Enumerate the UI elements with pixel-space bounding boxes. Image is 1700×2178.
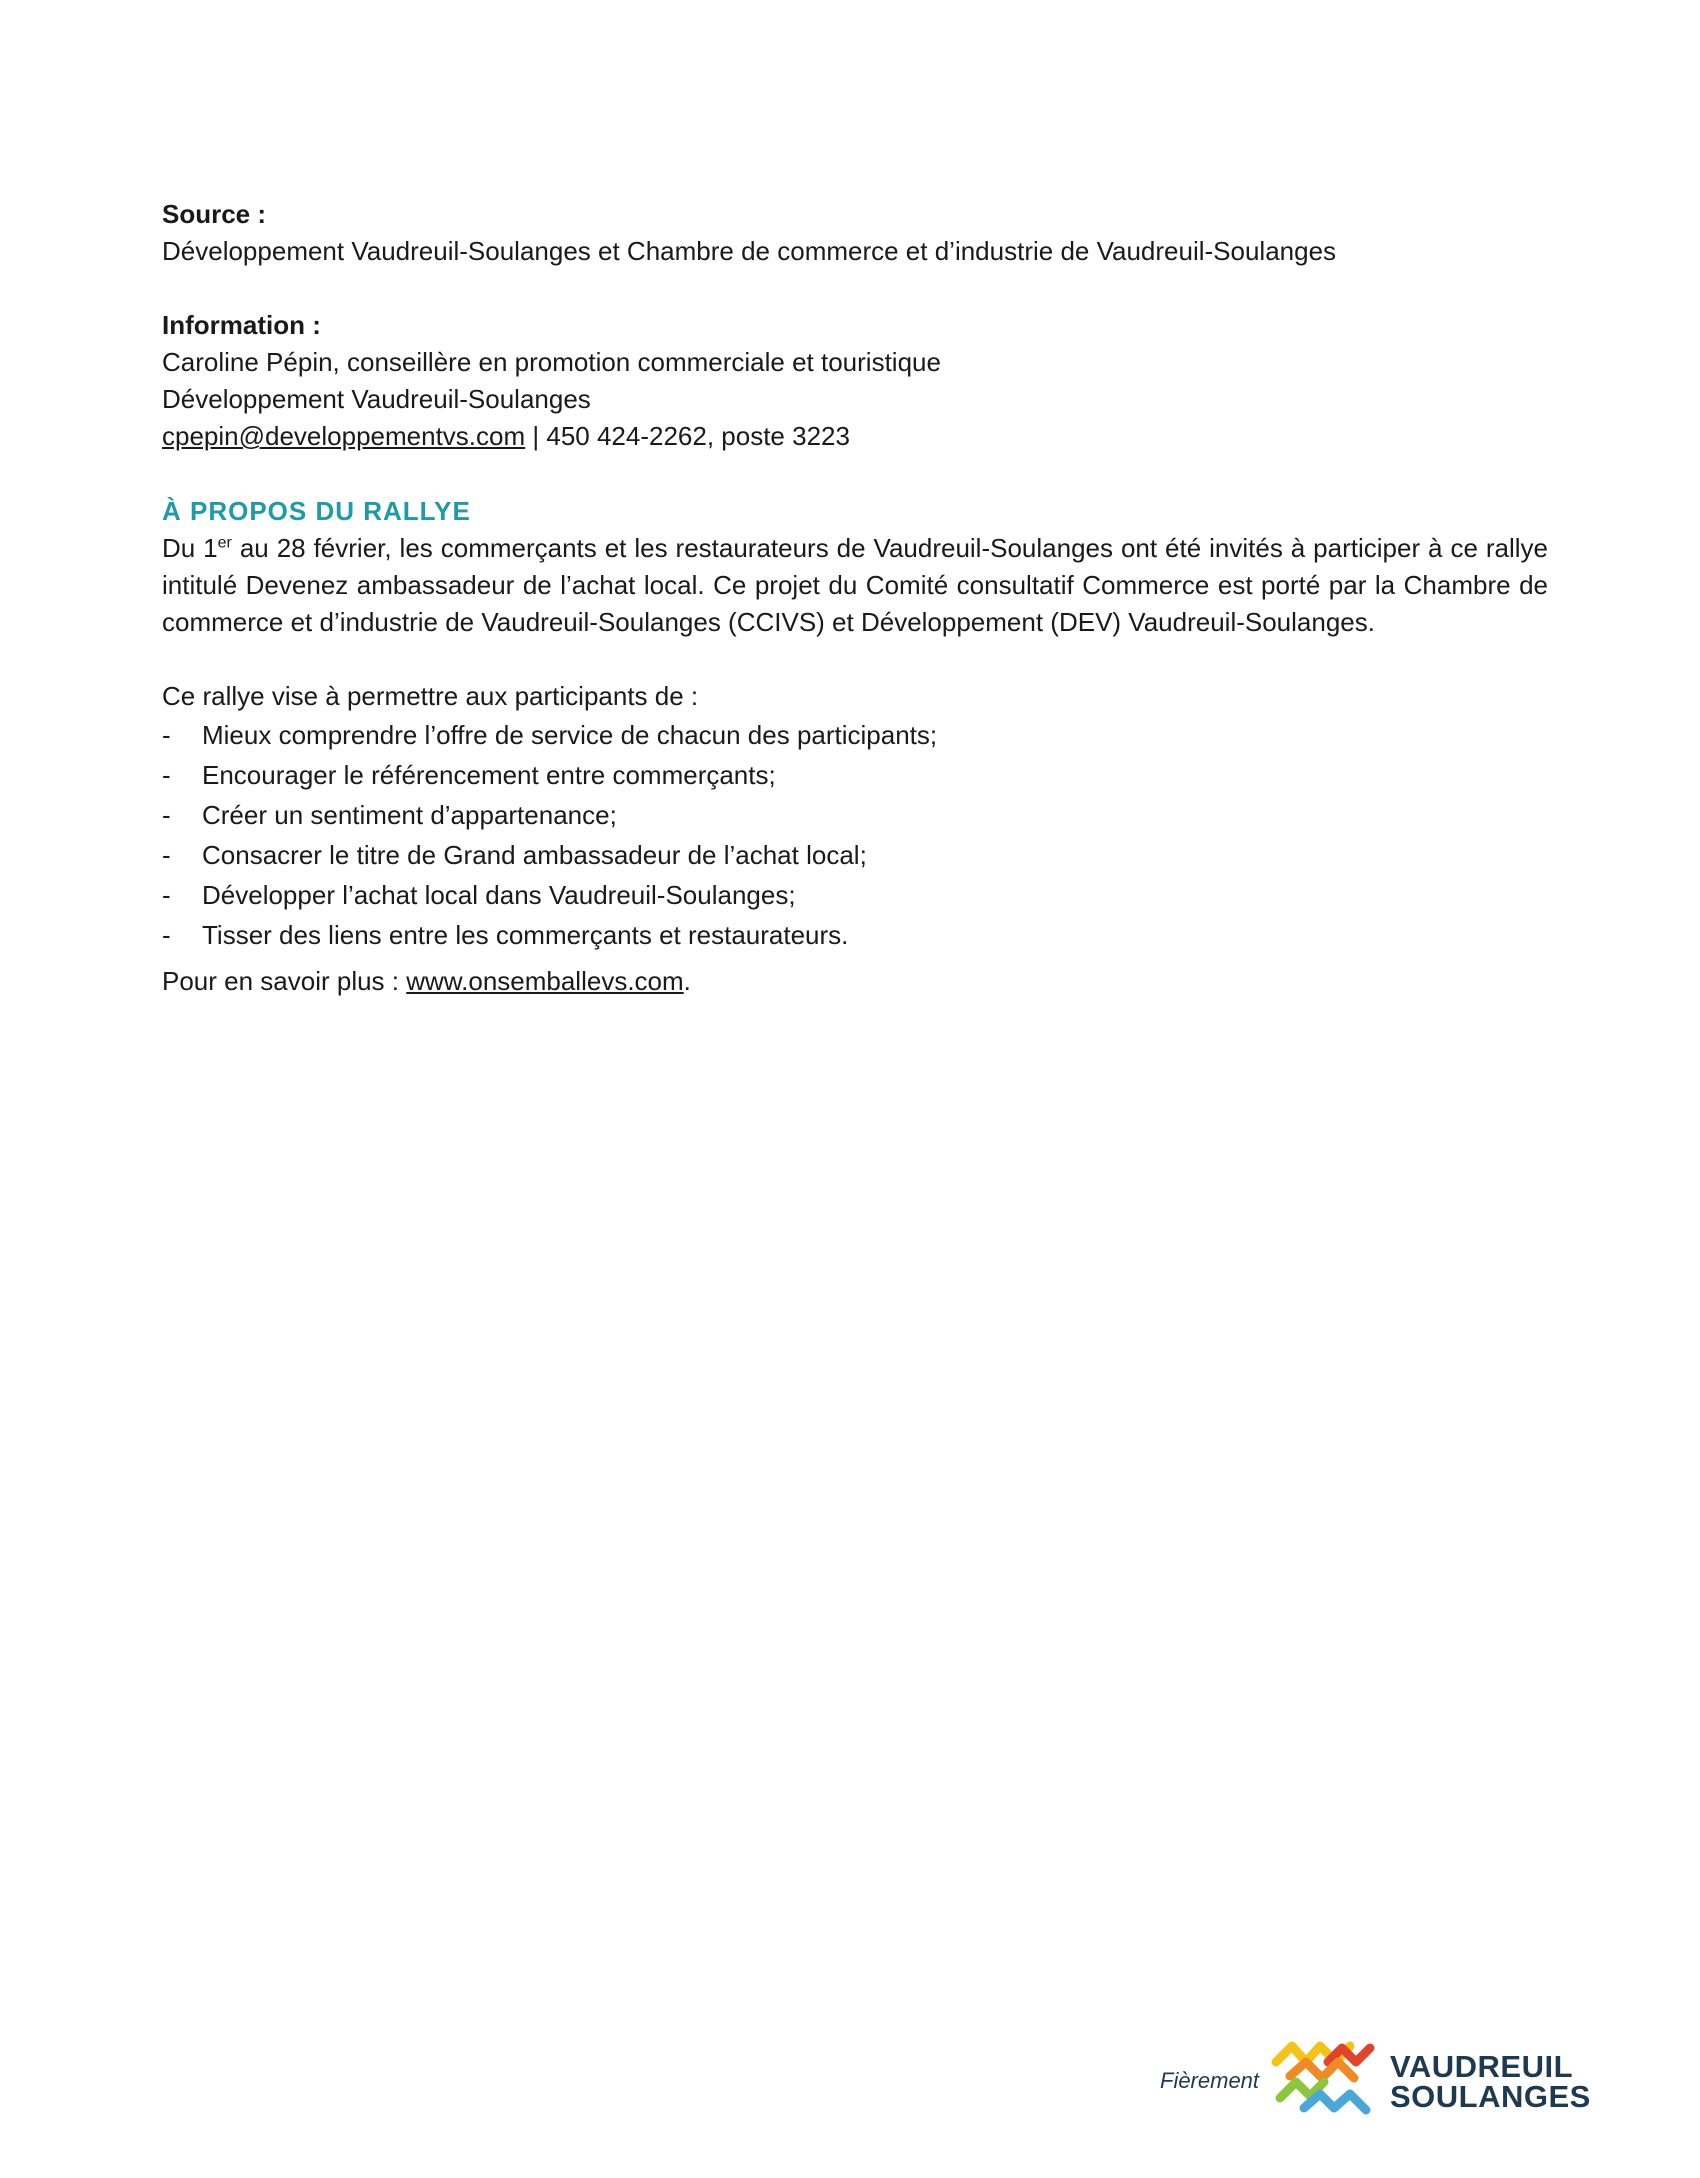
contact-phone: 450 424-2262, poste 3223 [546, 421, 850, 451]
intro-rest: au 28 février, les commerçants et les restaurateurs de Vaudreuil-Soulanges ont été invités à participer à ce rallye intitulé Devenez ambassadeur de l’achat local. Ce projet du Comité consultatif Commerce est porté par la Chambre de commerce et d’industrie de Vaudreuil-Soulanges (CCIVS) et Développement (DEV) Vaudreuil-Soulanges. [162, 533, 1549, 637]
logo-tagline: Fièrement [1160, 2068, 1260, 2093]
more-info-line [162, 963, 1548, 1000]
website-link[interactable]: www.onsemballevs.com [406, 966, 684, 996]
goals-list [162, 715, 1548, 955]
bullet-dash: - [162, 760, 171, 790]
list-item [162, 835, 1548, 875]
contact-line [162, 418, 1548, 455]
list-item-text: Développer l’achat local dans Vaudreuil-Soulanges; [202, 880, 796, 910]
list-item [162, 875, 1548, 915]
information-label: Information : [162, 310, 321, 340]
intro-superscript: er [217, 534, 232, 552]
logo-brand-line1: VAUDREUIL [1390, 2049, 1574, 2084]
about-intro [162, 530, 1548, 641]
list-item [162, 795, 1548, 835]
contact-separator: | [525, 421, 547, 451]
document-body [162, 196, 1548, 1000]
list-item-text: Mieux comprendre l’offre de service de chacun des participants; [202, 720, 938, 750]
bullet-dash: - [162, 720, 171, 750]
logo-wordmark [1390, 2049, 1591, 2114]
contact-email-link[interactable]: cpepin@developpementvs.com [162, 421, 526, 451]
bullet-dash: - [162, 880, 171, 910]
logo-brand-line2: SOULANGES [1390, 2079, 1591, 2114]
list-item-text: Créer un sentiment d’appartenance; [202, 800, 617, 830]
contact-name: Caroline Pépin, conseillère en promotion commerciale et touristique [162, 347, 941, 377]
vaudreuil-soulanges-logo [1160, 2032, 1591, 2132]
bullet-dash: - [162, 920, 171, 950]
list-item [162, 755, 1548, 795]
list-item [162, 715, 1548, 755]
goals-intro: Ce rallye vise à permettre aux participants de : [162, 681, 699, 711]
contact-organization: Développement Vaudreuil-Soulanges [162, 384, 591, 414]
about-heading: À PROPOS DU RALLYE [162, 496, 471, 526]
list-item [162, 915, 1548, 955]
bullet-dash: - [162, 800, 171, 830]
list-item-text: Encourager le référencement entre commerçants; [202, 760, 776, 790]
more-prefix: Pour en savoir plus : [162, 966, 407, 996]
list-item-text: Consacrer le titre de Grand ambassadeur de l’achat local; [202, 840, 867, 870]
intro-prefix: Du 1 [162, 533, 218, 563]
source-label: Source : [162, 199, 267, 229]
source-text: Développement Vaudreuil-Soulanges et Chambre de commerce et d’industrie de Vaudreuil-Soulanges [162, 236, 1337, 266]
list-item-text: Tisser des liens entre les commerçants et restaurateurs. [202, 920, 849, 950]
bullet-dash: - [162, 840, 171, 870]
logo-mark-icon [1270, 2032, 1382, 2128]
more-suffix: . [683, 966, 691, 996]
